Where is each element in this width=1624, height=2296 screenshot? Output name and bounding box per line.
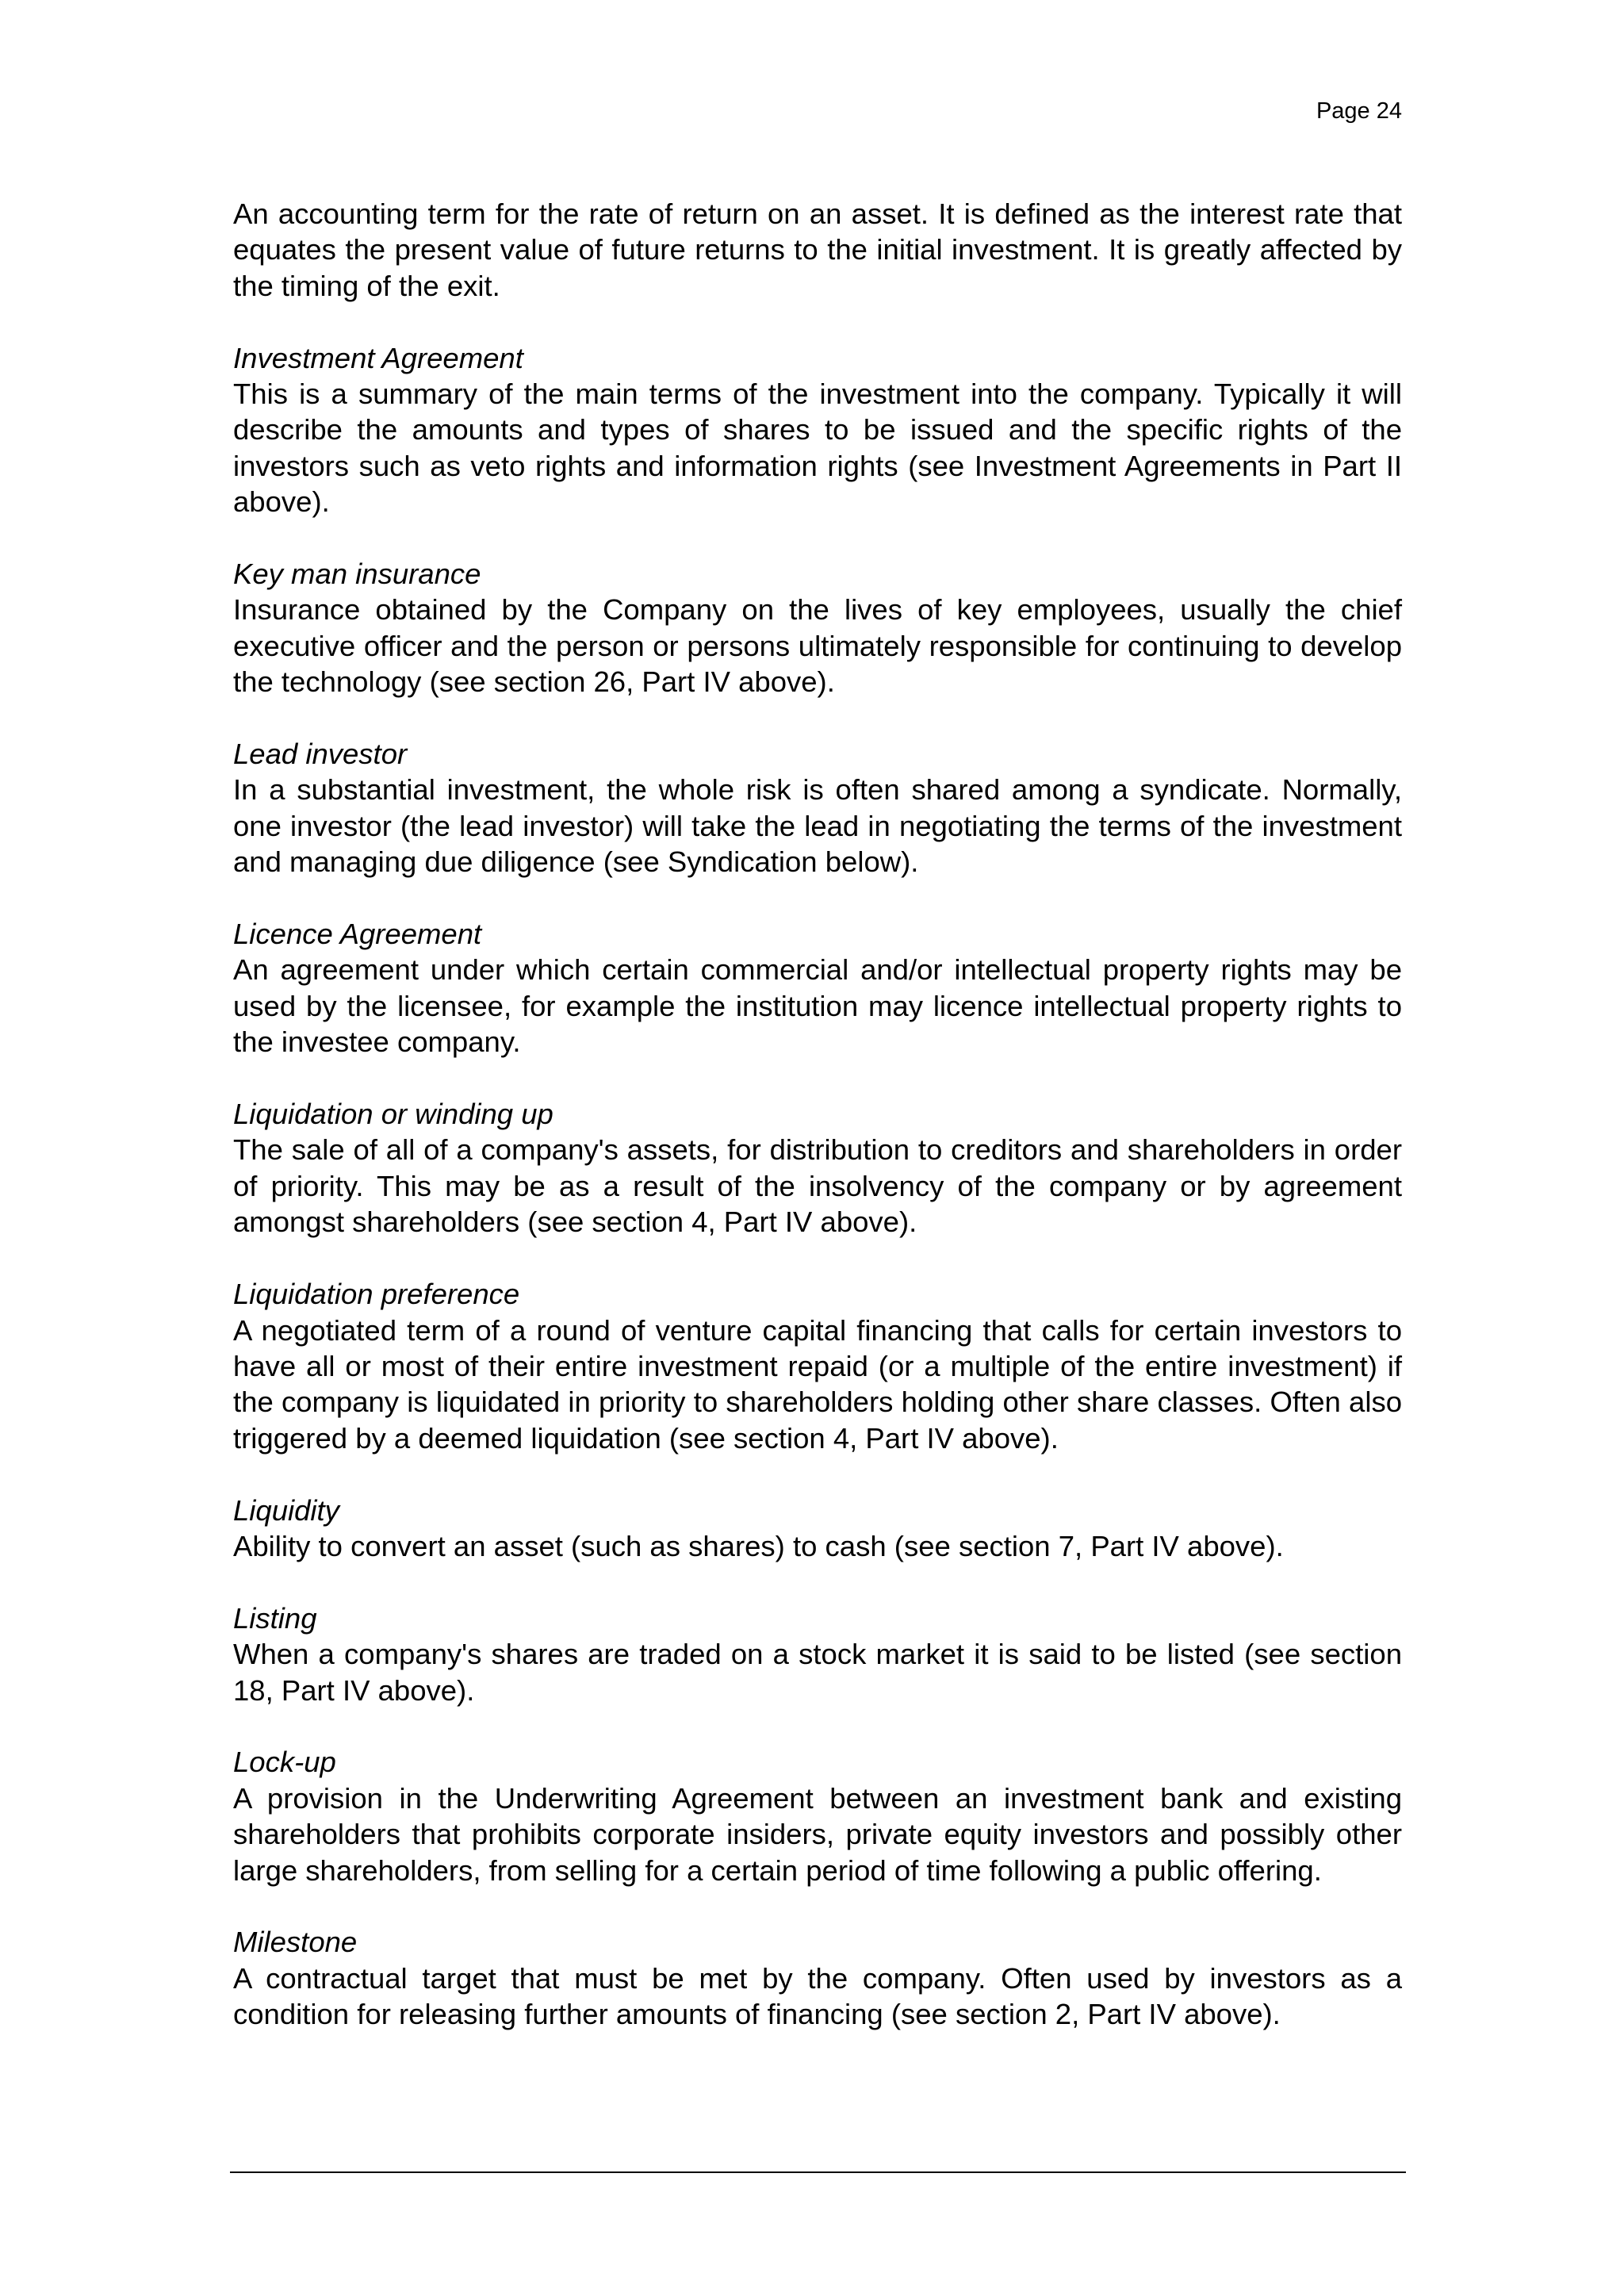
glossary-term: Lead investor — [233, 738, 408, 771]
glossary-entry-key-man-insurance — [233, 556, 1402, 700]
glossary-definition: The sale of all of a company's assets, for distribution to creditors and shareholders in order of priority. This may be as a result of the insolvency of the company or by agreement amongst shareholders (see section 4, Part IV above). — [233, 1133, 1402, 1239]
glossary-definition: An agreement under which certain commercial and/or intellectual property rights may be used by the licensee, for example the institution may licence intellectual property rights to the investee company. — [233, 953, 1402, 1059]
glossary-entry-lead-investor — [233, 736, 1402, 880]
glossary-term: Liquidation or winding up — [233, 1098, 553, 1131]
glossary-definition: A contractual target that must be met by the company. Often used by investors as a condition for releasing further amounts of financing (see section 2, Part IV above). — [233, 1961, 1402, 2031]
glossary-content — [233, 196, 1402, 2033]
glossary-entry-listing — [233, 1600, 1402, 1708]
glossary-term: Milestone — [233, 1926, 358, 1959]
page-number: Page 24 — [1316, 98, 1402, 124]
glossary-definition: This is a summary of the main terms of the investment into the company. Typically it will describe the amounts and types of shares to be issued and the specific rights of the investors such as veto rights and information rights (see Investment Agreements in Part II above). — [233, 378, 1402, 519]
glossary-definition: Insurance obtained by the Company on the lives of key employees, usually the chief executive officer and the person or persons ultimately responsible for continuing to develop the technology (see section 26, Part IV above). — [233, 593, 1402, 699]
footer-divider — [230, 2171, 1406, 2173]
glossary-term: Licence Agreement — [233, 918, 482, 951]
glossary-term: Liquidity — [233, 1493, 339, 1527]
glossary-definition: Ability to convert an asset (such as shares) to cash (see section 7, Part IV above). — [233, 1529, 1284, 1562]
glossary-term: Key man insurance — [233, 558, 481, 591]
glossary-entry-milestone — [233, 1924, 1402, 2032]
glossary-entry-liquidity — [233, 1493, 1402, 1565]
glossary-entry-liquidation-or-winding-up — [233, 1096, 1402, 1240]
glossary-term: Investment Agreement — [233, 341, 523, 374]
glossary-definition: A negotiated term of a round of venture capital financing that calls for certain investors to have all or most of their entire investment repaid (or a multiple of the entire investment) if the company is liquidated in priority to shareholders holding other share classes. Often also triggered by a deemed liquidation (see section 4, Part IV above). — [233, 1313, 1402, 1455]
glossary-definition: In a substantial investment, the whole risk is often shared among a syndicate. Normally, one investor (the lead investor) will take the lead in negotiating the terms of the investment and managing due diligence (see Syndication below). — [233, 773, 1402, 879]
glossary-definition: A provision in the Underwriting Agreement between an investment bank and existing shareholders that prohibits corporate insiders, private equity investors and possibly other large shareholders, from selling for a certain period of time following a public offering. — [233, 1781, 1402, 1887]
glossary-entry-licence-agreement — [233, 916, 1402, 1060]
glossary-entry-liquidation-preference — [233, 1276, 1402, 1456]
glossary-term: Liquidation preference — [233, 1278, 520, 1311]
glossary-term: Listing — [233, 1601, 317, 1635]
glossary-entry-investment-agreement — [233, 340, 1402, 520]
glossary-definition: When a company's shares are traded on a stock market it is said to be listed (see section 18, Part IV above). — [233, 1638, 1402, 1707]
continued-definition: An accounting term for the rate of return on an asset. It is defined as the interest rate that equates the present value of future returns to the initial investment. It is greatly affected by the timing of the exit. — [233, 197, 1402, 302]
glossary-entry-lock-up — [233, 1744, 1402, 1888]
glossary-term: Lock-up — [233, 1746, 336, 1779]
